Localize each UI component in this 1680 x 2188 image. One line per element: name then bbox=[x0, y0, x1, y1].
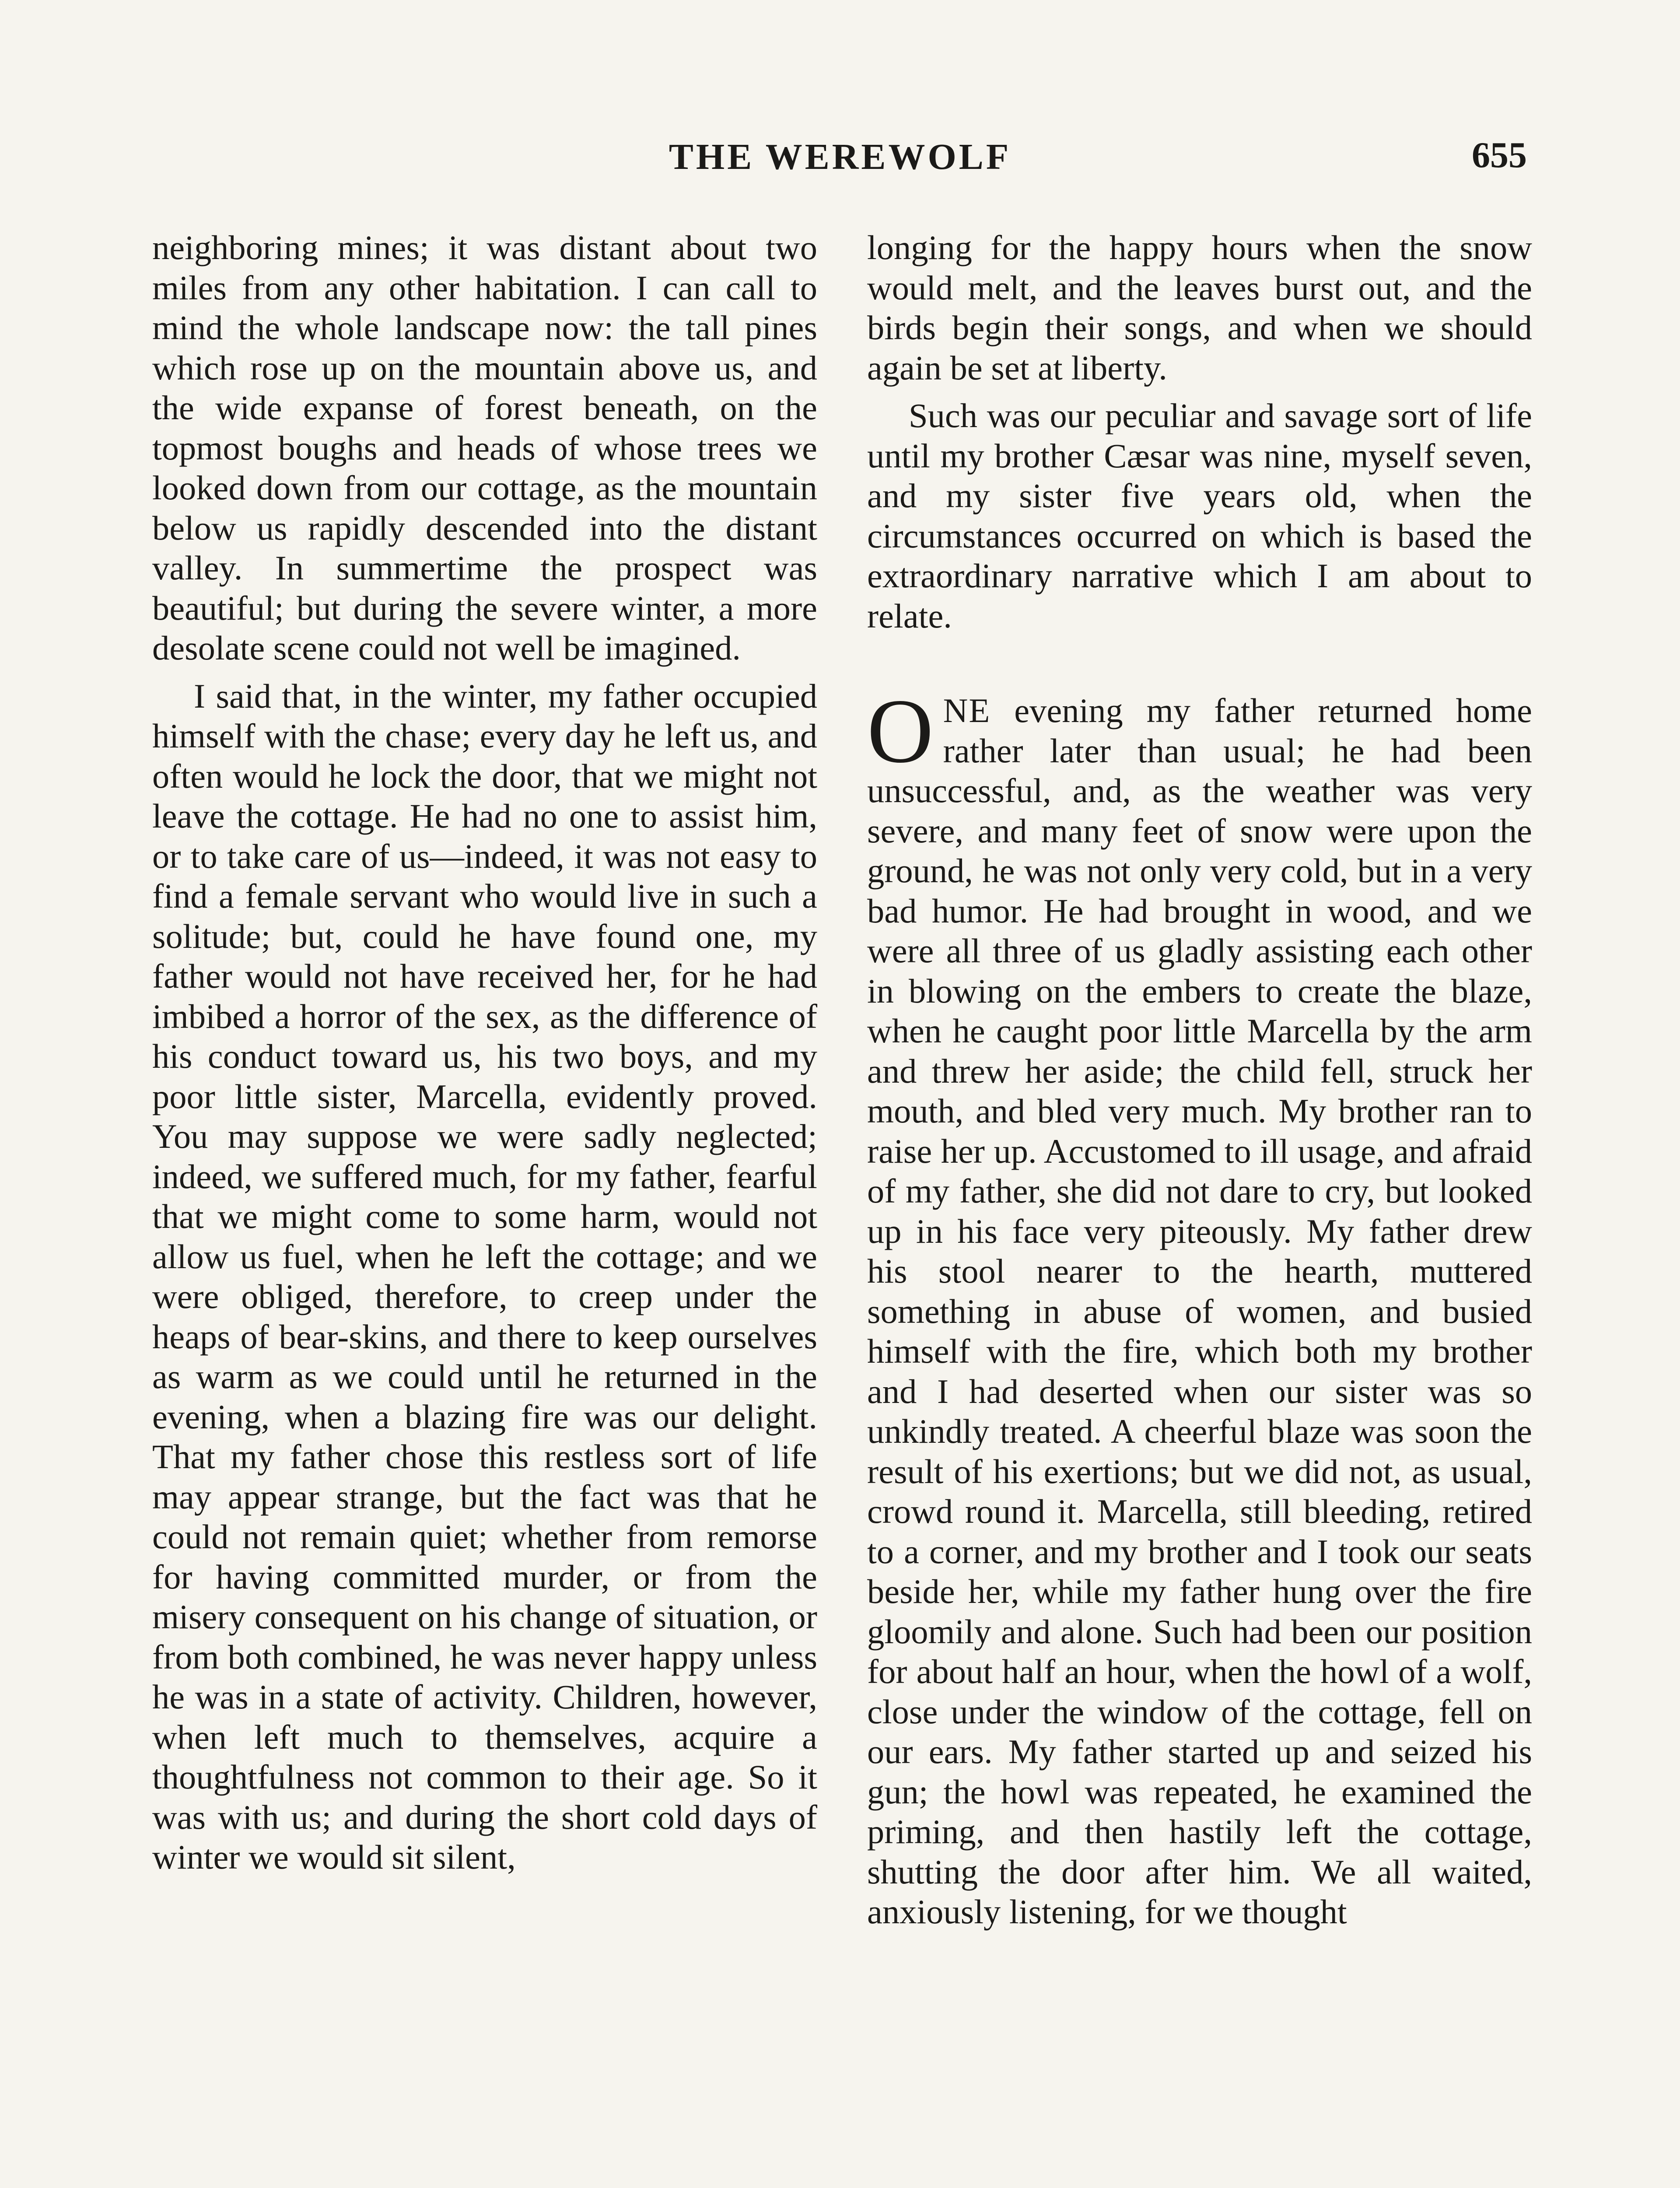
page-number: 655 bbox=[1472, 135, 1527, 175]
paragraph: neighboring mines; it was distant about two miles from any other habitation. I can call to mind the whole landscape now: the tall pines which rose up on the mountain above us, and the wide expanse of forest beneath, on the topmost boughs and heads of whose trees we looked down from our cottage, as the mountain below us rapidly descended into the distant valley. In summertime the prospect was beautiful; but during the severe winter, a more desolate scene could not well be imagined. bbox=[152, 228, 817, 667]
drop-cap: O bbox=[867, 680, 934, 782]
section-start-paragraph bbox=[867, 680, 1532, 1932]
left-column bbox=[152, 228, 817, 1877]
running-head bbox=[153, 131, 1527, 184]
small-caps-opening: NE bbox=[943, 691, 991, 729]
paragraph: longing for the happy hours when the snow would melt, and the leaves burst out, and the birds begin their songs, and when we should again be set at liberty. bbox=[867, 228, 1532, 387]
paragraph: I said that, in the winter, my father occupied himself with the chase; every day he left us, and often would he lock the door, that we might not leave the cottage. He had no one to assist him, or to take care of us—indeed, it was not easy to find a female servant who would live in such a solitude; but, could he have found one, my father would not have received her, for he had imbibed a horror of the sex, as the difference of his conduct toward us, his two boys, and my poor little sister, Marcella, evidently proved. You may suppose we were sadly neglected; indeed, we suffered much, for my father, fearful that we might come to some harm, would not allow us fuel, when he left the cottage; and we were obliged, therefore, to creep under the heaps of bear-skins, and there to keep ourselves as warm as we could until he returned in the evening, when a blazing fire was our delight. That my father chose this restless sort of life may appear strange, but the fact was that he could not remain quiet; whether from remorse for having committed murder, or from the misery consequent on his change of situation, or from both combined, he was never happy unless he was in a state of activity. Children, however, when left much to themselves, acquire a thoughtfulness not common to their age. So it was with us; and during the short cold days of winter we would sit silent, bbox=[152, 677, 817, 1876]
right-column bbox=[867, 228, 1532, 1932]
paragraph-body: evening my father returned home rather later than usual; he had been unsuccessful, and, as the weather was very severe, and many feet of snow were upon the ground, he was not only very cold, but in a very bad humor. He had brought in wood, and we were all three of us gladly assisting each other in blowing on the embers to create the blaze, when he caught poor little Marcella by the arm and threw her aside; the child fell, struck her mouth, and bled very much. My brother ran to raise her up. Accustomed to ill usage, and afraid of my father, she did not dare to cry, but looked up in his face very piteously. My father drew his stool nearer to the hearth, muttered something in abuse of women, and busied himself with the fire, which both my brother and I had deserted when our sister was so unkindly treated. A cheerful blaze was soon the result of his exertions; but we did not, as usual, crowd round it. Marcella, still bleeding, retired to a corner, and my brother and I took our seats beside her, while my father hung over the fire gloomily and alone. Such had been our position for about half an hour, when the howl of a wolf, close under the window of the cottage, fell on our ears. My father started up and seized his gun; the howl was repeated, he examined the priming, and then hastily left the cottage, shutting the door after him. We all waited, anxiously listening, for we thought bbox=[867, 691, 1532, 1931]
paragraph: Such was our peculiar and savage sort of life until my brother Cæsar was nine, myself seven, and my sister five years old, when the circumstances occurred on which is based the extraordinary narrative which I am about to relate. bbox=[867, 396, 1532, 635]
running-title: THE WEREWOLF bbox=[668, 137, 1012, 177]
